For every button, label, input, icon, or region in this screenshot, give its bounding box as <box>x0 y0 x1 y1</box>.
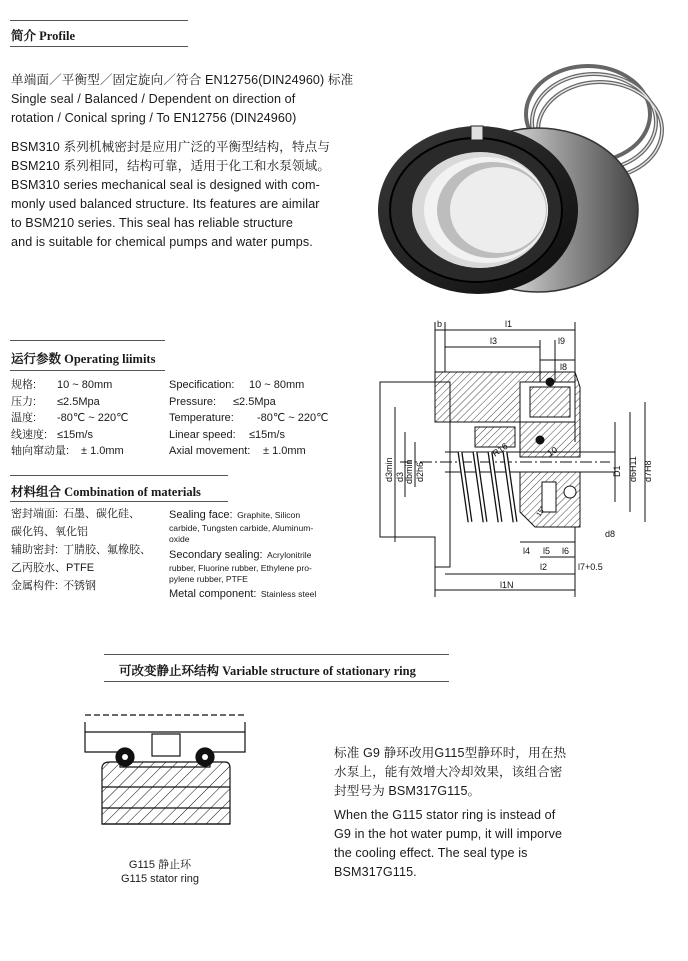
desc-en-line-4: and is suitable for chemical pumps and water pumps. <box>11 235 313 249</box>
variable-note-zh <box>334 744 566 801</box>
label-dbmin: dbmin <box>404 459 414 484</box>
secondary-value-1: Acrylonitrile <box>267 550 312 560</box>
op-en-row: Axial movement: ± 1.0mm <box>169 445 306 457</box>
face-value-1: Graphite, Silicon <box>237 510 301 520</box>
operating-top-rule <box>10 340 165 341</box>
seal-cross-section-drawing <box>340 312 685 602</box>
profile-top-rule <box>10 20 188 21</box>
secondary-value-2: rubber, Fluorine rubber, Ethylene pro- <box>169 563 312 573</box>
label-l2: l2 <box>540 562 548 572</box>
note-zh-line-2: 水泵上，能有效增大冷却效果，该组合密 <box>334 765 563 779</box>
face-value-3: oxide <box>169 533 190 544</box>
type-en-line-1: Single seal / Balanced / Dependent on direction of <box>11 92 296 106</box>
label-d8: d8 <box>605 529 616 539</box>
desc-zh-line-2: BSM210 系列相同，结构可靠，适用于化工和水泵领域。 <box>11 159 331 173</box>
label-d6: d6H11 <box>628 456 638 482</box>
secondary-value-3: pylene rubber, PTFE <box>169 573 248 584</box>
operating-zh-list <box>11 377 129 460</box>
mat-zh-row: 辅助密封: 丁腈胶、氟橡胶、 <box>11 544 152 556</box>
profile-title: 简介 Profile <box>11 29 75 43</box>
label-l6: l6 <box>562 546 570 556</box>
operating-title: 运行参数 Operating liimits <box>11 352 156 366</box>
variable-bottom-rule <box>104 681 449 682</box>
materials-zh-list <box>11 505 151 595</box>
face-value-2: carbide, Tungsten carbide, Aluminum- <box>169 523 314 533</box>
note-en-line-2: G9 in the hot water pump, it will imporve <box>334 827 563 841</box>
type-en-line-2: rotation / Conical spring / To EN12756 (DIN24960) <box>11 111 297 125</box>
profile-type-block <box>11 71 353 128</box>
materials-top-rule <box>10 475 228 476</box>
metal-label: Metal component: <box>169 588 257 600</box>
label-l4: l4 <box>523 546 531 556</box>
label-l1n: l1N <box>500 580 514 590</box>
mat-zh-row: 密封端面: 石墨、碳化硅、 <box>11 508 141 520</box>
mat-zh-row: 碳化钨、氧化铝 <box>11 526 88 538</box>
label-d7: d7H8 <box>643 460 653 482</box>
note-zh-line-3: 封型号为 BSM317G115。 <box>334 784 481 798</box>
face-label: Sealing face: <box>169 509 233 521</box>
label-l9: l9 <box>558 336 566 346</box>
op-en-row: Specification: 10 ~ 80mm <box>169 379 305 391</box>
op-zh-row: 压力: ≤2.5Mpa <box>11 395 100 408</box>
label-d2h6: d2h6 <box>415 461 425 482</box>
label-l1: l1 <box>505 319 513 329</box>
profile-desc-block <box>11 138 330 252</box>
g115-stator-ring-drawing <box>80 712 250 857</box>
label-10: 10 <box>545 444 560 459</box>
desc-en-line-3: to BSM210 series. This seal has reliable structure <box>11 216 293 230</box>
label-l7: l7+0.5 <box>578 562 603 572</box>
note-zh-line-1: 标准 G9 静环改用G115型静环时，用在热 <box>334 746 567 760</box>
desc-en-line-2: monly used balanced structure. Its features are aimilar <box>11 197 320 211</box>
mat-zh-row: 乙丙胶水、PTFE <box>11 562 95 574</box>
variable-top-rule <box>104 654 449 655</box>
label-15deg: 15° <box>535 505 548 518</box>
variable-title: 可改变静止环结构 Variable structure of stationary ring <box>119 664 416 678</box>
note-en-line-3: the cooling effect. The seal type is <box>334 846 528 860</box>
caption-en: G115 stator ring <box>120 873 200 885</box>
op-zh-row: 轴向窜动量: ± 1.0mm <box>11 445 124 457</box>
label-d3min: d3min <box>384 457 394 482</box>
operating-bottom-rule <box>10 370 165 371</box>
secondary-label: Secondary sealing: <box>169 549 263 561</box>
metal-value: Stainless steel <box>260 589 317 599</box>
op-zh-row: 温度: -80℃ ~ 220℃ <box>11 412 129 424</box>
note-en-line-1: When the G115 stator ring is instead of <box>334 808 556 822</box>
op-en-row: Temperature: -80℃ ~ 220℃ <box>169 412 329 424</box>
profile-bottom-rule <box>10 46 188 47</box>
label-l8: l8 <box>560 362 568 372</box>
materials-bottom-rule <box>10 501 228 502</box>
mat-zh-row: 金属构件: 不锈钢 <box>11 580 97 592</box>
variable-note-en <box>334 806 562 882</box>
label-l3: l3 <box>490 336 498 346</box>
note-en-line-4: BSM317G115. <box>334 865 417 879</box>
label-l5: l5 <box>543 546 551 556</box>
desc-en-line-1: BSM310 series mechanical seal is designed with com- <box>11 178 320 192</box>
type-zh: 单端面／平衡型／固定旋向／符合 EN12756(DIN24960) 标准 <box>11 73 354 87</box>
op-zh-row: 规格: 10 ~ 80mm <box>11 379 113 391</box>
g115-caption <box>95 858 225 886</box>
materials-en-list <box>169 505 359 602</box>
op-zh-row: 线速度: ≤15m/s <box>11 428 93 441</box>
label-d3: d3 <box>395 471 405 482</box>
op-en-row: Pressure: ≤2.5Mpa <box>169 395 276 408</box>
desc-zh-line-1: BSM310 系列机械密封是应用广泛的平衡型结构，特点与 <box>11 140 331 154</box>
caption-zh: G115 静止环 <box>128 859 192 871</box>
label-r16: R16 <box>490 440 510 459</box>
label-b: b <box>437 319 443 329</box>
op-en-row: Linear speed: ≤15m/s <box>169 428 285 441</box>
operating-en-list <box>169 377 329 460</box>
label-D1: D1 <box>612 465 622 477</box>
seal-product-photo <box>368 60 668 310</box>
materials-title: 材料组合 Combination of materials <box>11 485 201 499</box>
